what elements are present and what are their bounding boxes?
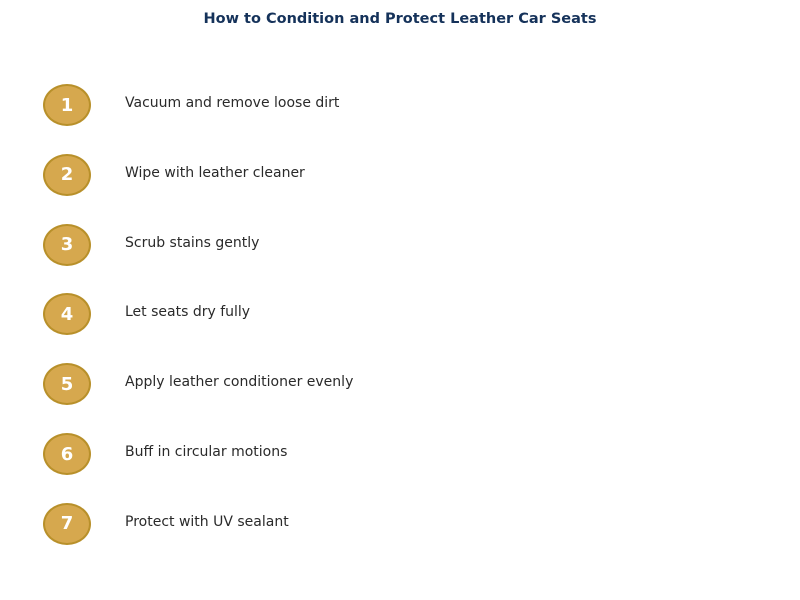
- step-label: Let seats dry fully: [125, 304, 251, 321]
- step-item: [0, 503, 800, 547]
- step-number-badge: 1: [43, 84, 91, 126]
- step-item: [0, 84, 800, 128]
- step-number-badge: 7: [43, 503, 91, 545]
- step-label: Scrub stains gently: [125, 234, 260, 251]
- step-number-badge: 6: [43, 433, 91, 475]
- step-label: Protect with UV sealant: [125, 513, 289, 530]
- step-item: [0, 154, 800, 198]
- step-label: Wipe with leather cleaner: [125, 164, 305, 181]
- step-item: [0, 363, 800, 407]
- step-item: [0, 293, 800, 337]
- step-item: [0, 433, 800, 477]
- step-number-badge: 5: [43, 363, 91, 405]
- step-label: Buff in circular motions: [125, 444, 288, 460]
- step-number-badge: 2: [43, 154, 91, 196]
- step-number-badge: 3: [43, 224, 91, 266]
- step-number-badge: 4: [43, 293, 91, 335]
- step-item: [0, 224, 800, 268]
- diagram-title: How to Condition and Protect Leather Car Seats: [203, 11, 597, 27]
- step-label: Apply leather conditioner evenly: [125, 374, 354, 391]
- step-label: Vacuum and remove loose dirt: [125, 95, 340, 111]
